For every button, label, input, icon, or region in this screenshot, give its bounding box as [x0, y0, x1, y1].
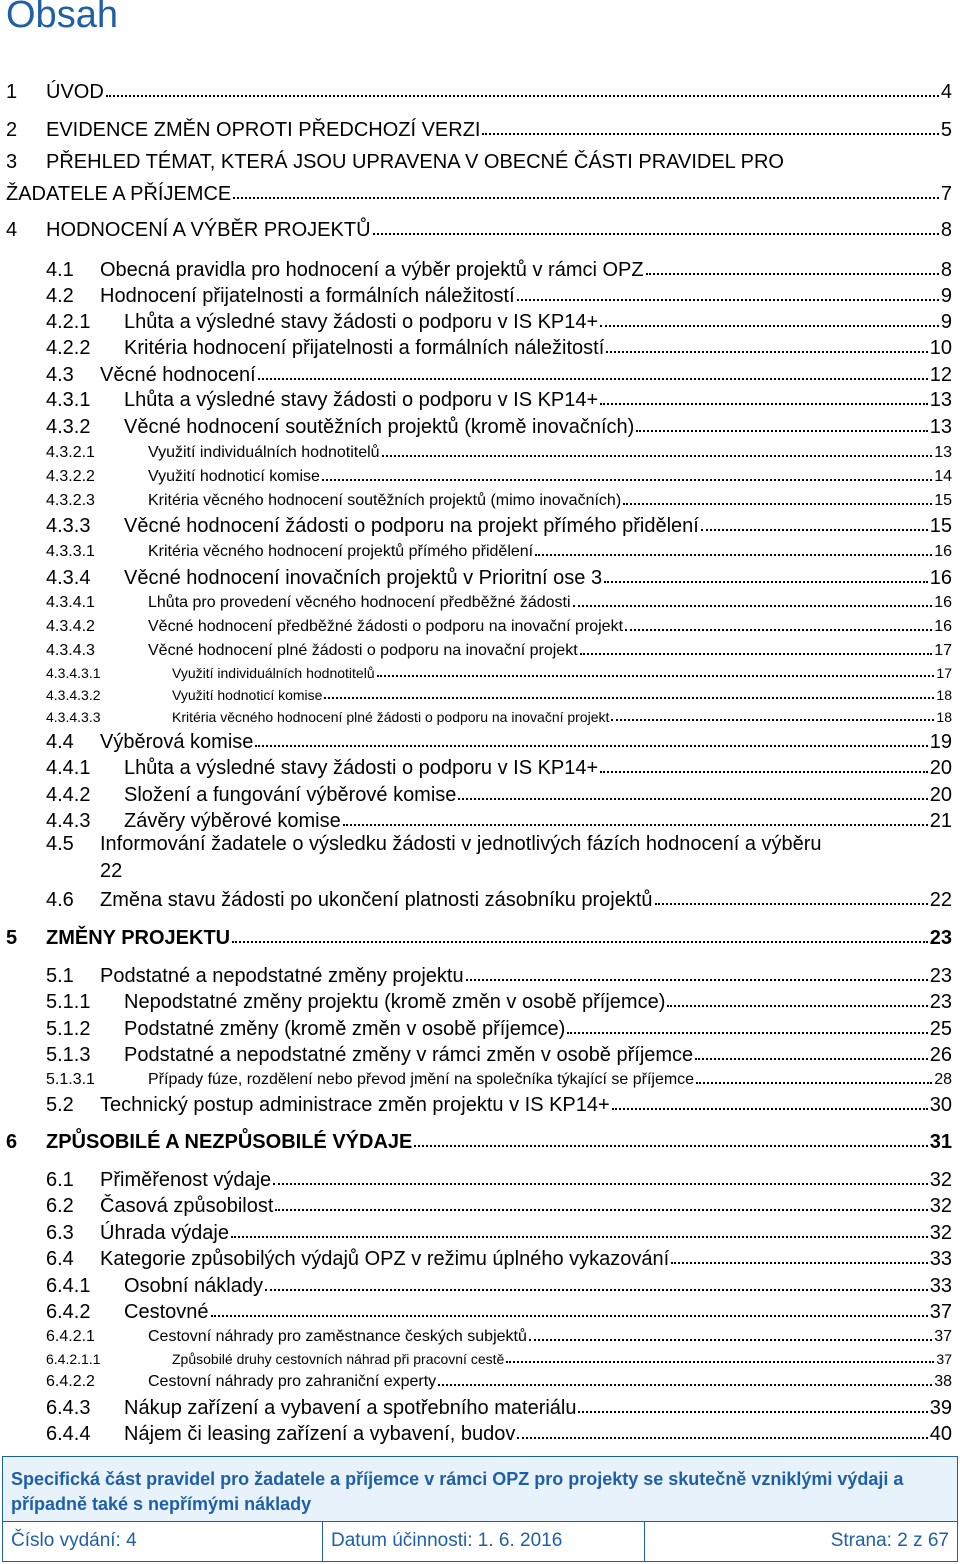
- toc-entry[interactable]: [6, 1128, 952, 1154]
- toc-leader-dots: [482, 115, 938, 135]
- toc-leader-dots: [233, 179, 939, 199]
- toc-entry[interactable]: [46, 489, 952, 510]
- toc-leader-dots: [211, 1297, 928, 1317]
- toc-leader-dots: [275, 1191, 927, 1211]
- toc-title: EVIDENCE ZMĚN OPROTI PŘEDCHOZÍ VERZI: [46, 119, 481, 141]
- toc-leader-dots: [606, 333, 927, 353]
- toc-title: Podstatné a nepodstatné změny projektu: [100, 965, 464, 987]
- toc-leader-dots: [612, 1090, 928, 1110]
- toc-number: 6: [6, 1131, 18, 1153]
- toc-leader-dots: [695, 1040, 928, 1060]
- toc-title: PŘEHLED TÉMAT, KTERÁ JSOU UPRAVENA V OBECNÉ ČÁSTI PRAVIDEL PRO: [46, 151, 784, 173]
- toc-leader-dots: [696, 1067, 932, 1083]
- toc-entry[interactable]: [46, 308, 952, 334]
- toc-entry[interactable]: [46, 1068, 952, 1089]
- toc-entry[interactable]: [46, 465, 952, 486]
- toc-title: Lhůta a výsledné stavy žádosti o podporu v IS KP14+: [124, 311, 599, 333]
- toc-title: Osobní náklady: [124, 1275, 263, 1297]
- toc-leader-dots: [517, 1419, 927, 1439]
- toc-entry[interactable]: [6, 924, 952, 950]
- toc-leader-dots: [667, 987, 927, 1007]
- toc-number: 5.1.3.1: [46, 1071, 95, 1089]
- toc-title: HODNOCENÍ A VÝBĚR PROJEKTŮ: [46, 219, 371, 241]
- toc-page-number: 37: [936, 1350, 952, 1367]
- toc-title: Využití hodnoticí komise: [172, 686, 323, 703]
- toc-title: Výběrová komise: [100, 731, 254, 753]
- toc-page-number: 17: [936, 664, 952, 681]
- toc-number: 4.4.2: [46, 784, 91, 806]
- toc-number: 4.3: [46, 364, 74, 386]
- toc-entry[interactable]: [46, 639, 952, 660]
- toc-entry[interactable]: [46, 615, 952, 636]
- toc-leader-dots: [611, 706, 934, 721]
- toc-page-number: 9: [940, 311, 952, 333]
- toc-number: 4.4.1: [46, 757, 91, 779]
- toc-number: 4.3.4: [46, 567, 91, 589]
- toc-page-number: 23: [929, 927, 952, 949]
- toc-leader-dots: [324, 684, 934, 699]
- toc-entry[interactable]: [6, 216, 952, 242]
- toc-title: ZPŮSOBILÉ A NEZPŮSOBILÉ VÝDAJE: [46, 1131, 413, 1153]
- toc-title: Cestovní náhrady pro zahraniční experty: [148, 1373, 437, 1391]
- toc-leader-dots: [646, 255, 939, 275]
- toc-leader-dots: [701, 511, 928, 531]
- toc-leader-dots: [623, 488, 932, 504]
- toc-number: 4.2: [46, 285, 74, 307]
- toc-entry[interactable]: [46, 707, 952, 725]
- toc-title: Využití individuálních hodnotitelů: [148, 444, 380, 462]
- footer-effective-date: Datum účinnosti: 1. 6. 2016: [323, 1521, 645, 1561]
- toc-title: ZMĚNY PROJEKTU: [46, 927, 231, 949]
- toc-title: Cestovné: [124, 1301, 209, 1323]
- toc-entry[interactable]: [46, 1192, 952, 1218]
- toc-number: 4.3.2.2: [46, 468, 95, 486]
- toc-number: 6.1: [46, 1169, 74, 1191]
- toc-number: 4.3.4.3: [46, 642, 95, 660]
- toc-number: 4.3.4.3.3: [46, 708, 101, 725]
- toc-entry[interactable]: [46, 334, 952, 360]
- toc-title: Úhrada výdaje: [100, 1222, 229, 1244]
- toc-title: Informování žadatele o výsledku žádosti v jednotlivých fázích hodnocení a výběru: [100, 833, 822, 855]
- toc-title: Kategorie způsobilých výdajů OPZ v režimu úplného vykazování: [100, 1248, 670, 1270]
- toc-leader-dots: [573, 590, 933, 606]
- toc-page-number: 40: [929, 1423, 952, 1445]
- toc-number: 6.4.2.2: [46, 1373, 95, 1391]
- toc-number: 4.3.2: [46, 416, 91, 438]
- toc-title: Cestovní náhrady pro zaměstnance českých subjektů: [148, 1328, 527, 1346]
- toc-page-number: 22: [100, 860, 123, 882]
- toc-number: 4.3.2.1: [46, 444, 95, 462]
- toc-entry[interactable]: [46, 728, 952, 754]
- toc-entry[interactable]: [46, 781, 952, 807]
- toc-page-number: 17: [934, 642, 952, 660]
- toc-page-number: 13: [929, 416, 952, 438]
- toc-leader-dots: [373, 215, 939, 235]
- toc-page-number: 15: [934, 492, 952, 510]
- toc-title: ÚVOD: [46, 81, 104, 103]
- toc-title: Věcné hodnocení žádosti o podporu na projekt přímého přidělení: [124, 515, 699, 537]
- toc-leader-dots: [517, 281, 939, 301]
- toc-leader-dots: [322, 464, 932, 480]
- toc-page-number: 14: [934, 468, 952, 486]
- toc-leader-dots: [506, 1348, 934, 1363]
- toc-page-number: 21: [929, 810, 952, 832]
- toc-number: 5.1.2: [46, 1018, 91, 1040]
- toc-page-number: 32: [929, 1169, 952, 1191]
- toc-entry[interactable]: [46, 1091, 952, 1117]
- toc-entry[interactable]: [46, 1325, 952, 1346]
- toc-page-number: 38: [934, 1373, 952, 1391]
- toc-leader-dots: [580, 638, 933, 654]
- toc-leader-dots: [377, 662, 935, 677]
- toc-leader-dots: [106, 77, 939, 97]
- toc-number: 4.3.4.2: [46, 618, 95, 636]
- toc-title: Věcné hodnocení: [100, 364, 256, 386]
- toc-entry[interactable]: [46, 1272, 952, 1298]
- toc-leader-dots: [258, 360, 928, 380]
- toc-page-number: 25: [929, 1018, 952, 1040]
- toc-page-number: 8: [940, 259, 952, 281]
- toc-entry[interactable]: [46, 886, 952, 912]
- toc-entry[interactable]: [46, 754, 952, 780]
- toc-title: Nepodstatné změny projektu (kromě změn v osobě příjemce): [124, 991, 666, 1013]
- toc-title: Závěry výběrové komise: [124, 810, 341, 832]
- toc-number: 4.3.3: [46, 515, 91, 537]
- toc-page-number: 16: [934, 594, 952, 612]
- toc-number: 4.2.2: [46, 337, 91, 359]
- toc-title: Způsobilé druhy cestovních náhrad při pracovní cestě: [172, 1350, 505, 1367]
- footer-page-number: Strana: 2 z 67: [830, 1530, 949, 1551]
- toc-entry[interactable]: [46, 1219, 952, 1245]
- toc-page-number: 33: [929, 1275, 952, 1297]
- toc-leader-dots: [600, 307, 939, 327]
- toc-entry[interactable]: [46, 1245, 952, 1271]
- toc-leader-dots: [655, 885, 928, 905]
- toc-leader-dots: [604, 563, 928, 583]
- toc-entry[interactable]: [46, 1349, 952, 1367]
- toc-number: 6.4.2: [46, 1301, 91, 1323]
- toc-title: Lhůta a výsledné stavy žádosti o podporu v IS KP14+: [124, 757, 599, 779]
- toc-page-number: 20: [929, 757, 952, 779]
- toc-title-continued: ŽADATELE A PŘÍJEMCE: [6, 183, 232, 205]
- toc-number: 4.3.2.3: [46, 492, 95, 510]
- toc-title: Nájem či leasing zařízení a vybavení, budov: [124, 1423, 516, 1445]
- toc-leader-dots: [466, 961, 928, 981]
- toc-title: Časová způsobilost: [100, 1195, 274, 1217]
- toc-number: 6.2: [46, 1195, 74, 1217]
- toc-title: Podstatné změny (kromě změn v osobě příjemce): [124, 1018, 566, 1040]
- toc-title: Věcné hodnocení soutěžních projektů (kromě inovačních): [124, 416, 635, 438]
- toc-page-number: 16: [934, 543, 952, 561]
- toc-page-number: 13: [934, 444, 952, 462]
- toc-number: 4.6: [46, 889, 74, 911]
- toc-page-number: 20: [929, 784, 952, 806]
- toc-leader-dots: [343, 806, 928, 826]
- toc-title: Technický postup administrace změn projektu v IS KP14+: [100, 1094, 610, 1116]
- toc-leader-dots: [458, 780, 927, 800]
- toc-page-number: 7: [940, 183, 952, 205]
- toc-page-number: 37: [934, 1328, 952, 1346]
- toc-number: 6.4.3: [46, 1397, 91, 1419]
- toc-page-number: 32: [929, 1222, 952, 1244]
- toc-entry[interactable]: [46, 282, 952, 308]
- toc-title: Hodnocení přijatelnosti a formálních náležitostí: [100, 285, 515, 307]
- toc-page-number: 15: [929, 515, 952, 537]
- toc-title: Složení a fungování výběrové komise: [124, 784, 457, 806]
- toc-page-number: 16: [929, 567, 952, 589]
- toc-leader-dots: [600, 385, 928, 405]
- toc-leader-dots: [600, 753, 928, 773]
- toc-title: Věcné hodnocení předběžné žádosti o podporu na inovační projekt: [148, 618, 624, 636]
- toc-page-number: 9: [940, 285, 952, 307]
- toc-title: Nákup zařízení a vybavení a spotřebního materiálu: [124, 1397, 577, 1419]
- toc-number: 5.1: [46, 965, 74, 987]
- toc-entry-continuation[interactable]: [6, 180, 952, 206]
- toc-leader-dots: [232, 923, 928, 943]
- toc-entry[interactable]: [46, 256, 952, 282]
- toc-title: Využití hodnoticí komise: [148, 468, 320, 486]
- toc-leader-dots: [438, 1369, 932, 1385]
- toc-number: 5.2: [46, 1094, 74, 1116]
- toc-number: 4.3.4.1: [46, 594, 95, 612]
- toc-title: Podstatné a nepodstatné změny v rámci změn v osobě příjemce: [124, 1044, 694, 1066]
- toc-leader-dots: [255, 727, 927, 747]
- toc-number: 4.5: [46, 833, 74, 855]
- toc-page-number: 32: [929, 1195, 952, 1217]
- toc-leader-dots: [382, 440, 933, 456]
- toc-title: Věcné hodnocení plné žádosti o podporu na inovační projekt: [148, 642, 578, 660]
- toc-entry[interactable]: [46, 962, 952, 988]
- toc-title: Přiměřenost výdaje: [100, 1169, 272, 1191]
- toc-page-number: 26: [929, 1044, 952, 1066]
- toc-page-number: 19: [929, 731, 952, 753]
- toc-number: 4.2.1: [46, 311, 91, 333]
- toc-title: Kritéria věcného hodnocení soutěžních projektů (mimo inovačních): [148, 492, 622, 510]
- toc-page-number: 5: [940, 119, 952, 141]
- toc-number: 3: [6, 151, 18, 173]
- toc-entry[interactable]: [46, 1166, 952, 1192]
- footer-edition: Číslo vydání: 4: [3, 1521, 323, 1561]
- toc-page-number: 33: [929, 1248, 952, 1270]
- toc-leader-dots: [625, 614, 932, 630]
- toc-entry-page-line[interactable]: [100, 860, 952, 883]
- toc-leader-dots: [529, 1324, 932, 1340]
- toc-title: Případy fúze, rozdělení nebo převod jmění na společníka týkající se příjemce: [148, 1071, 695, 1089]
- toc-page-number: 39: [929, 1397, 952, 1419]
- toc-title: Kritéria věcného hodnocení plné žádosti o podporu na inovační projekt: [172, 708, 610, 725]
- toc-title: Kritéria věcného hodnocení projektů přímého přidělení: [148, 543, 534, 561]
- toc-page-number: 4: [940, 81, 952, 103]
- toc-entry[interactable]: [46, 512, 952, 538]
- document-footer: [2, 1456, 958, 1562]
- toc-number: 1: [6, 81, 18, 103]
- toc-entry[interactable]: [46, 1370, 952, 1391]
- toc-page-number: 18: [936, 686, 952, 703]
- toc-leader-dots: [578, 1393, 927, 1413]
- toc-page-number: 23: [929, 991, 952, 1013]
- toc-title: Využití individuálních hodnotitelů: [172, 664, 375, 681]
- toc-number: 4.1: [46, 259, 74, 281]
- toc-entry[interactable]: [46, 591, 952, 612]
- toc-page-number: 10: [929, 337, 952, 359]
- toc-entry[interactable]: [6, 151, 952, 174]
- toc-page-number: 31: [929, 1131, 952, 1153]
- toc-number: 4.3.3.1: [46, 543, 95, 561]
- toc-number: 4.3.4.3.1: [46, 664, 101, 681]
- toc-entry[interactable]: [46, 386, 952, 412]
- toc-leader-dots: [671, 1244, 928, 1264]
- toc-number: 6.3: [46, 1222, 74, 1244]
- toc-leader-dots: [231, 1218, 928, 1238]
- toc-number: 5: [6, 927, 18, 949]
- toc-number: 4.4: [46, 731, 74, 753]
- toc-page-number: 30: [929, 1094, 952, 1116]
- toc-number: 5.1.3: [46, 1044, 91, 1066]
- toc-leader-dots: [414, 1127, 927, 1147]
- toc-entry[interactable]: [6, 78, 952, 104]
- toc-leader-dots: [535, 539, 932, 555]
- toc-title: Změna stavu žádosti po ukončení platnosti zásobníku projektů: [100, 889, 653, 911]
- toc-entry[interactable]: [46, 685, 952, 703]
- toc-entry[interactable]: [46, 413, 952, 439]
- toc-entry[interactable]: [46, 540, 952, 561]
- toc-number: 4.3.1: [46, 389, 91, 411]
- footer-title-box: [3, 1457, 957, 1522]
- toc-page-number: 22: [929, 889, 952, 911]
- toc-page-number: 37: [929, 1301, 952, 1323]
- toc-entry[interactable]: [46, 807, 952, 833]
- toc-title: Lhůta pro provedení věcného hodnocení předběžné žádosti: [148, 594, 571, 612]
- toc-page-number: 13: [929, 389, 952, 411]
- toc-page-number: 12: [929, 364, 952, 386]
- toc-entry[interactable]: [46, 1298, 952, 1324]
- toc-number: 6.4.2.1: [46, 1328, 95, 1346]
- toc-leader-dots: [273, 1165, 928, 1185]
- toc-number: 6.4.2.1.1: [46, 1350, 101, 1367]
- toc-number: 4.3.4.3.2: [46, 686, 101, 703]
- toc-leader-dots: [265, 1271, 928, 1291]
- toc-number: 5.1.1: [46, 991, 91, 1013]
- toc-entry[interactable]: [46, 564, 952, 590]
- toc-leader-dots: [636, 412, 927, 432]
- toc-number: 2: [6, 119, 18, 141]
- toc-page-number: 28: [934, 1071, 952, 1089]
- toc-entry[interactable]: [46, 663, 952, 681]
- toc-page-number: 23: [929, 965, 952, 987]
- toc-page-number: 16: [934, 618, 952, 636]
- toc-entry[interactable]: [46, 441, 952, 462]
- toc-leader-dots: [567, 1014, 927, 1034]
- toc-number: 6.4.1: [46, 1275, 91, 1297]
- toc-page-number: 8: [940, 219, 952, 241]
- toc-entry[interactable]: [6, 116, 952, 142]
- toc-entry[interactable]: [46, 988, 952, 1014]
- toc-number: 6.4.4: [46, 1423, 91, 1445]
- toc-title: Věcné hodnocení inovačních projektů v Prioritní ose 3: [124, 567, 603, 589]
- footer-title: Specifická část pravidel pro žadatele a příjemce v rámci OPZ pro projekty se skutečně vzniklými výdaji a případně také s nepřímými náklady: [11, 1469, 904, 1514]
- toc-title: Obecná pravidla pro hodnocení a výběr projektů v rámci OPZ: [100, 259, 644, 281]
- toc-entry[interactable]: [46, 1015, 952, 1041]
- toc-entry[interactable]: [46, 1420, 952, 1446]
- toc-title: Lhůta a výsledné stavy žádosti o podporu v IS KP14+: [124, 389, 599, 411]
- toc-entry[interactable]: [46, 1394, 952, 1420]
- toc-entry[interactable]: [46, 1041, 952, 1067]
- page-title: Obsah: [6, 0, 118, 36]
- toc-entry[interactable]: [46, 833, 952, 856]
- toc-number: 4: [6, 219, 18, 241]
- toc-page-number: 18: [936, 708, 952, 725]
- toc-entry[interactable]: [46, 361, 952, 387]
- toc-number: 6.4: [46, 1248, 74, 1270]
- toc-title: Kritéria hodnocení přijatelnosti a formálních náležitostí: [124, 337, 605, 359]
- toc-number: 4.4.3: [46, 810, 91, 832]
